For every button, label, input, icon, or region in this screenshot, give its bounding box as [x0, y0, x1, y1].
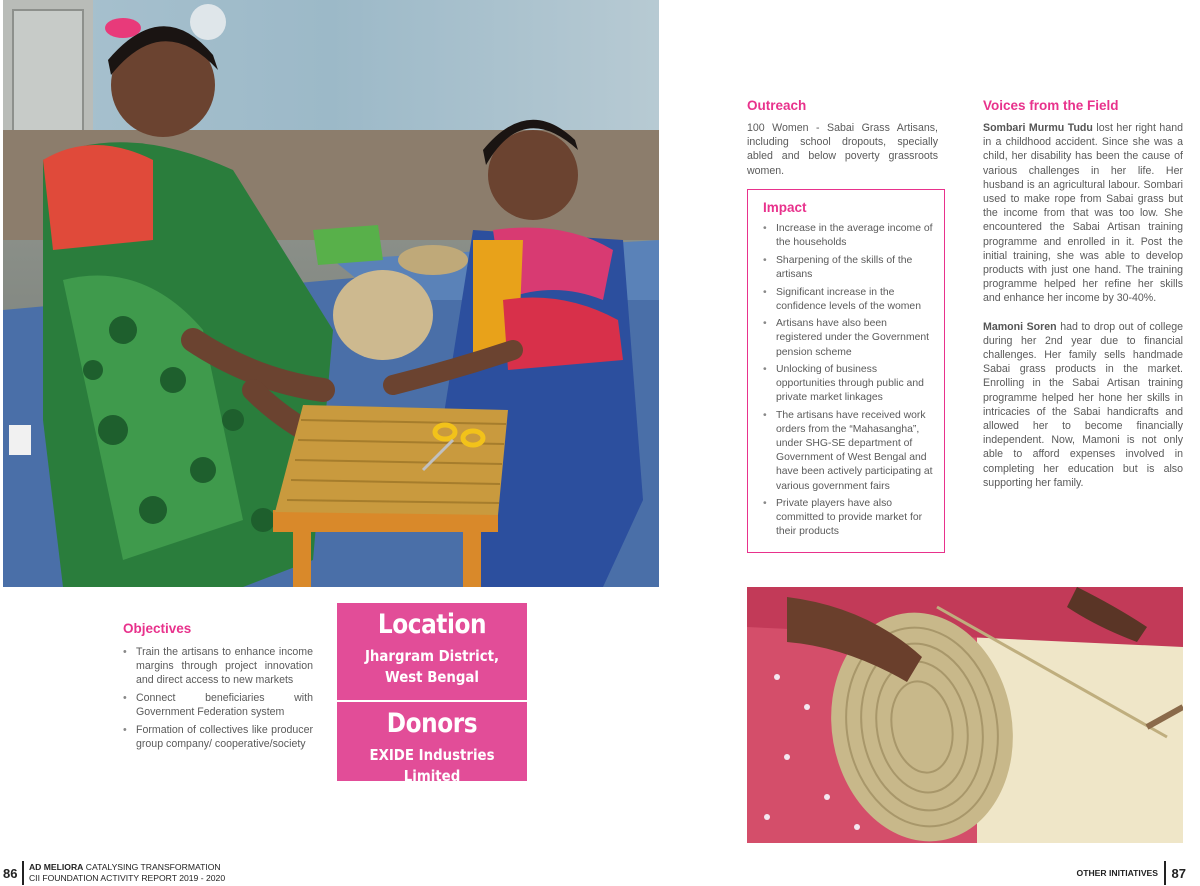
voices-heading: Voices from the Field: [983, 98, 1119, 113]
donors-label: Donors: [386, 708, 478, 739]
objective-item: • Formation of collectives like producer group company/ cooperative/society: [123, 723, 313, 751]
footer-title-bold: AD MELIORA: [28, 862, 84, 872]
impact-heading: Impact: [763, 200, 807, 215]
objective-item: • Connect beneficiaries with Government Federation system: [123, 691, 313, 719]
donors-value: EXIDE Industries Limited: [369, 746, 495, 785]
footer-subtitle: CII FOUNDATION ACTIVITY REPORT 2019 - 2020: [28, 873, 226, 883]
outreach-text: 100 Women - Sabai Grass Artisans, including school dropouts, specially abled and below poverty grassroots women.: [747, 122, 938, 177]
objective-item: • Train the artisans to enhance income margins through project innovation and direct access to new markets: [123, 645, 313, 688]
impact-box: [747, 189, 945, 553]
voice-person-name: Mamoni Soren: [983, 320, 1057, 333]
impact-item: • Significant increase in the confidence levels of the women: [763, 286, 934, 314]
impact-item: • The artisans have received work orders from the “Mahasangha”, under SHG-SE department of Government of West Bengal and have been actively participating at various government fairs: [763, 409, 934, 494]
objectives-list: [123, 645, 313, 752]
impact-item: • Sharpening of the skills of the artisans: [763, 254, 934, 282]
impact-list: [763, 222, 934, 540]
donors-box: [337, 702, 527, 785]
location-line2: West Bengal: [384, 668, 480, 686]
voice-person-name: Sombari Murmu Tudu: [983, 122, 1093, 134]
page-number-left: 86: [3, 865, 18, 881]
impact-item: • Increase in the average income of the households: [763, 222, 934, 250]
location-label: Location: [377, 609, 487, 640]
location-line1: Jhargram District,: [364, 647, 500, 665]
voice-story: [983, 320, 1183, 490]
impact-item: • Unlocking of business opportunities through public and private market linkages: [763, 363, 934, 405]
impact-item: • Private players have also committed to provide market for their products: [763, 497, 934, 539]
photo-hands-weaving-basket: [747, 587, 1183, 843]
footer-title-rest: CATALYSING TRANSFORMATION: [83, 862, 221, 872]
outreach-section: [747, 98, 938, 178]
objectives-heading: Objectives: [123, 621, 192, 636]
voice-story-text: had to drop out of college during her 2nd year due to financial challenges. Her family sells handmade Sabai grass products in the market. Enrolling in the Sabai Artisan training programme helped her hone her skills in intricacies of the Sabai handicrafts and allowed her to become financially independent. Now, Mamoni is not only able to afford expenses involved in completing her education but is also supporting her family.: [983, 320, 1183, 489]
section-name: OTHER INITIATIVES: [1076, 868, 1159, 878]
page-number-right: 87: [1171, 865, 1186, 881]
voice-story-text: lost her right hand in a childhood accident. Since she was a child, her disability has been the cause of various challenges in her life. Her husband is an agricultural labour. Sombari used to make rope from Sabai grass but the income from that was too low. She encountered the Sabai Artisan training programme and enrolled in it. Post the initial training, she was able to develop products with just one hand. The training programme helped her refine her skills and enhance her income by 30-40%.: [983, 122, 1183, 305]
footer-title: [29, 862, 225, 873]
objectives-section: [123, 621, 313, 755]
footer-title-block: [29, 862, 225, 884]
voice-story: [983, 121, 1183, 306]
impact-item: • Artisans have also been registered under the Government pension scheme: [763, 317, 934, 359]
voices-section: [983, 98, 1183, 504]
photo-women-weaving-stool: [3, 0, 659, 587]
footer-left: [3, 860, 225, 886]
outreach-heading: Outreach: [747, 98, 807, 113]
location-box: [337, 603, 527, 700]
footer-right: [1077, 860, 1186, 886]
footer-divider: [22, 861, 24, 885]
